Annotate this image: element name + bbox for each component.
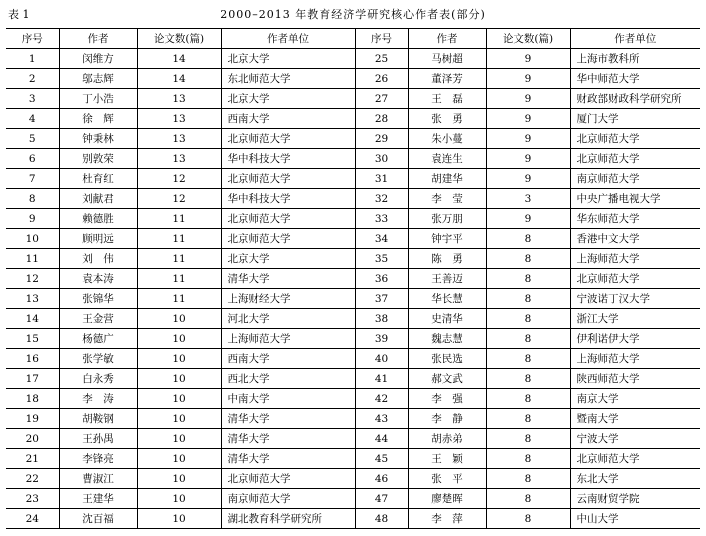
- institution-cell: 北京师范大学: [221, 469, 355, 489]
- seq-cell: 45: [355, 449, 408, 469]
- seq-cell: 46: [355, 469, 408, 489]
- institution-cell: 清华大学: [221, 449, 355, 469]
- seq-cell: 20: [6, 429, 59, 449]
- seq-cell: 26: [355, 69, 408, 89]
- seq-cell: 16: [6, 349, 59, 369]
- author-cell: 张锦华: [59, 289, 137, 309]
- header-paper-count: 论文数(篇): [137, 29, 221, 49]
- paper-count-cell: 8: [486, 489, 570, 509]
- institution-cell: 北京师范大学: [221, 129, 355, 149]
- author-cell: 李 萍: [408, 509, 486, 529]
- author-cell: 杜育红: [59, 169, 137, 189]
- paper-count-cell: 10: [137, 509, 221, 529]
- table-row: [6, 469, 700, 489]
- table-row: [6, 429, 700, 449]
- author-cell: 刘 伟: [59, 249, 137, 269]
- table-row: [6, 509, 700, 529]
- paper-count-cell: 11: [137, 249, 221, 269]
- institution-cell: 香港中文大学: [570, 229, 700, 249]
- paper-count-cell: 8: [486, 369, 570, 389]
- author-cell: 李 涛: [59, 389, 137, 409]
- seq-cell: 27: [355, 89, 408, 109]
- table-number: 表 1: [8, 8, 30, 21]
- table-row: [6, 309, 700, 329]
- institution-cell: 宁波大学: [570, 429, 700, 449]
- paper-count-cell: 8: [486, 429, 570, 449]
- seq-cell: 15: [6, 329, 59, 349]
- table-row: [6, 449, 700, 469]
- table-title: 2000–2013 年教育经济学研究核心作者表(部分): [220, 8, 486, 21]
- institution-cell: 南京师范大学: [570, 169, 700, 189]
- author-cell: 史清华: [408, 309, 486, 329]
- institution-cell: 东北师范大学: [221, 69, 355, 89]
- author-cell: 丁小浩: [59, 89, 137, 109]
- institution-cell: 南京师范大学: [221, 489, 355, 509]
- institution-cell: 北京师范大学: [221, 229, 355, 249]
- paper-count-cell: 13: [137, 109, 221, 129]
- institution-cell: 厦门大学: [570, 109, 700, 129]
- paper-count-cell: 10: [137, 389, 221, 409]
- seq-cell: 24: [6, 509, 59, 529]
- seq-cell: 6: [6, 149, 59, 169]
- paper-count-cell: 9: [486, 109, 570, 129]
- seq-cell: 31: [355, 169, 408, 189]
- author-cell: 钟宇平: [408, 229, 486, 249]
- institution-cell: 上海财经大学: [221, 289, 355, 309]
- institution-cell: 财政部财政科学研究所: [570, 89, 700, 109]
- paper-count-cell: 8: [486, 509, 570, 529]
- seq-cell: 22: [6, 469, 59, 489]
- table-caption: [0, 0, 706, 22]
- institution-cell: 华中师范大学: [570, 69, 700, 89]
- table-row: [6, 389, 700, 409]
- author-cell: 袁连生: [408, 149, 486, 169]
- institution-cell: 暨南大学: [570, 409, 700, 429]
- institution-cell: 北京大学: [221, 49, 355, 69]
- institution-cell: 清华大学: [221, 429, 355, 449]
- table-row: [6, 149, 700, 169]
- seq-cell: 5: [6, 129, 59, 149]
- paper-count-cell: 10: [137, 329, 221, 349]
- institution-cell: 陕西师范大学: [570, 369, 700, 389]
- header-author: 作者: [59, 29, 137, 49]
- paper-count-cell: 9: [486, 129, 570, 149]
- author-cell: 王建华: [59, 489, 137, 509]
- table-row: [6, 169, 700, 189]
- institution-cell: 西南大学: [221, 109, 355, 129]
- paper-count-cell: 11: [137, 269, 221, 289]
- institution-cell: 北京师范大学: [221, 209, 355, 229]
- paper-count-cell: 10: [137, 369, 221, 389]
- header-author-2: 作者: [408, 29, 486, 49]
- author-cell: 魏志慧: [408, 329, 486, 349]
- paper-count-cell: 8: [486, 469, 570, 489]
- core-authors-table: [6, 28, 700, 529]
- header-institution: 作者单位: [221, 29, 355, 49]
- table-row: [6, 49, 700, 69]
- seq-cell: 14: [6, 309, 59, 329]
- author-cell: 李 静: [408, 409, 486, 429]
- institution-cell: 西南大学: [221, 349, 355, 369]
- seq-cell: 1: [6, 49, 59, 69]
- paper-count-cell: 13: [137, 89, 221, 109]
- paper-count-cell: 10: [137, 429, 221, 449]
- author-cell: 张民选: [408, 349, 486, 369]
- header-paper-count-2: 论文数(篇): [486, 29, 570, 49]
- institution-cell: 中央广播电视大学: [570, 189, 700, 209]
- paper-count-cell: 10: [137, 469, 221, 489]
- author-cell: 马树超: [408, 49, 486, 69]
- paper-count-cell: 12: [137, 189, 221, 209]
- seq-cell: 7: [6, 169, 59, 189]
- table-row: [6, 69, 700, 89]
- institution-cell: 华中科技大学: [221, 149, 355, 169]
- table-row: [6, 189, 700, 209]
- institution-cell: 北京师范大学: [570, 149, 700, 169]
- header-row: [6, 29, 700, 49]
- seq-cell: 29: [355, 129, 408, 149]
- seq-cell: 9: [6, 209, 59, 229]
- institution-cell: 西北大学: [221, 369, 355, 389]
- seq-cell: 47: [355, 489, 408, 509]
- seq-cell: 42: [355, 389, 408, 409]
- seq-cell: 19: [6, 409, 59, 429]
- author-cell: 张 勇: [408, 109, 486, 129]
- paper-count-cell: 13: [137, 149, 221, 169]
- seq-cell: 34: [355, 229, 408, 249]
- author-cell: 徐 辉: [59, 109, 137, 129]
- author-cell: 张学敏: [59, 349, 137, 369]
- header-seq-2: 序号: [355, 29, 408, 49]
- paper-count-cell: 10: [137, 349, 221, 369]
- table-row: [6, 129, 700, 149]
- paper-count-cell: 11: [137, 229, 221, 249]
- seq-cell: 28: [355, 109, 408, 129]
- paper-count-cell: 8: [486, 449, 570, 469]
- table-row: [6, 489, 700, 509]
- institution-cell: 东北大学: [570, 469, 700, 489]
- header-seq: 序号: [6, 29, 59, 49]
- table-row: [6, 409, 700, 429]
- author-cell: 董泽芳: [408, 69, 486, 89]
- paper-count-cell: 11: [137, 289, 221, 309]
- paper-count-cell: 9: [486, 209, 570, 229]
- author-cell: 刘献君: [59, 189, 137, 209]
- institution-cell: 北京大学: [221, 249, 355, 269]
- seq-cell: 37: [355, 289, 408, 309]
- institution-cell: 上海市教科所: [570, 49, 700, 69]
- header-institution-2: 作者单位: [570, 29, 700, 49]
- author-cell: 王 磊: [408, 89, 486, 109]
- paper-count-cell: 10: [137, 309, 221, 329]
- institution-cell: 上海师范大学: [570, 349, 700, 369]
- author-cell: 王善迈: [408, 269, 486, 289]
- author-cell: 顾明远: [59, 229, 137, 249]
- institution-cell: 北京师范大学: [570, 449, 700, 469]
- author-cell: 陈 勇: [408, 249, 486, 269]
- author-cell: 别敦荣: [59, 149, 137, 169]
- author-cell: 王孙禺: [59, 429, 137, 449]
- author-cell: 袁本涛: [59, 269, 137, 289]
- paper-count-cell: 14: [137, 49, 221, 69]
- seq-cell: 33: [355, 209, 408, 229]
- paper-count-cell: 8: [486, 329, 570, 349]
- institution-cell: 北京师范大学: [221, 169, 355, 189]
- seq-cell: 44: [355, 429, 408, 449]
- paper-count-cell: 9: [486, 69, 570, 89]
- paper-count-cell: 8: [486, 389, 570, 409]
- paper-count-cell: 9: [486, 89, 570, 109]
- seq-cell: 3: [6, 89, 59, 109]
- paper-count-cell: 12: [137, 169, 221, 189]
- seq-cell: 23: [6, 489, 59, 509]
- institution-cell: 上海师范大学: [570, 249, 700, 269]
- seq-cell: 17: [6, 369, 59, 389]
- institution-cell: 中南大学: [221, 389, 355, 409]
- seq-cell: 25: [355, 49, 408, 69]
- paper-count-cell: 10: [137, 409, 221, 429]
- seq-cell: 11: [6, 249, 59, 269]
- author-cell: 邬志辉: [59, 69, 137, 89]
- table-row: [6, 369, 700, 389]
- table-row: [6, 109, 700, 129]
- author-cell: 胡赤弟: [408, 429, 486, 449]
- paper-count-cell: 8: [486, 289, 570, 309]
- author-cell: 闵维方: [59, 49, 137, 69]
- author-cell: 钟秉林: [59, 129, 137, 149]
- paper-count-cell: 9: [486, 49, 570, 69]
- author-cell: 郝文武: [408, 369, 486, 389]
- institution-cell: 上海师范大学: [221, 329, 355, 349]
- table-row: [6, 89, 700, 109]
- table-row: [6, 249, 700, 269]
- table-row: [6, 229, 700, 249]
- institution-cell: 湖北教育科学研究所: [221, 509, 355, 529]
- table-row: [6, 209, 700, 229]
- author-cell: 张万朋: [408, 209, 486, 229]
- paper-count-cell: 3: [486, 189, 570, 209]
- seq-cell: 30: [355, 149, 408, 169]
- author-cell: 曹淑江: [59, 469, 137, 489]
- paper-count-cell: 9: [486, 169, 570, 189]
- author-cell: 张 平: [408, 469, 486, 489]
- seq-cell: 40: [355, 349, 408, 369]
- paper-count-cell: 14: [137, 69, 221, 89]
- author-cell: 王 颖: [408, 449, 486, 469]
- author-cell: 白永秀: [59, 369, 137, 389]
- institution-cell: 华中科技大学: [221, 189, 355, 209]
- author-cell: 赖德胜: [59, 209, 137, 229]
- seq-cell: 41: [355, 369, 408, 389]
- paper-count-cell: 10: [137, 449, 221, 469]
- institution-cell: 云南财贸学院: [570, 489, 700, 509]
- table-row: [6, 269, 700, 289]
- seq-cell: 35: [355, 249, 408, 269]
- paper-count-cell: 9: [486, 149, 570, 169]
- institution-cell: 浙江大学: [570, 309, 700, 329]
- author-cell: 李 莹: [408, 189, 486, 209]
- paper-count-cell: 8: [486, 249, 570, 269]
- paper-count-cell: 8: [486, 269, 570, 289]
- institution-cell: 宁波诺丁汉大学: [570, 289, 700, 309]
- institution-cell: 华东师范大学: [570, 209, 700, 229]
- paper-count-cell: 13: [137, 129, 221, 149]
- paper-count-cell: 8: [486, 309, 570, 329]
- paper-count-cell: 10: [137, 489, 221, 509]
- institution-cell: 清华大学: [221, 269, 355, 289]
- table-body: [6, 49, 700, 529]
- institution-cell: 北京师范大学: [570, 129, 700, 149]
- seq-cell: 8: [6, 189, 59, 209]
- seq-cell: 32: [355, 189, 408, 209]
- institution-cell: 伊利诺伊大学: [570, 329, 700, 349]
- author-cell: 胡鞍钢: [59, 409, 137, 429]
- seq-cell: 13: [6, 289, 59, 309]
- paper-count-cell: 11: [137, 209, 221, 229]
- seq-cell: 21: [6, 449, 59, 469]
- institution-cell: 南京大学: [570, 389, 700, 409]
- author-cell: 杨德广: [59, 329, 137, 349]
- table-row: [6, 329, 700, 349]
- author-cell: 胡建华: [408, 169, 486, 189]
- seq-cell: 10: [6, 229, 59, 249]
- seq-cell: 2: [6, 69, 59, 89]
- table-row: [6, 349, 700, 369]
- seq-cell: 12: [6, 269, 59, 289]
- author-cell: 朱小蔓: [408, 129, 486, 149]
- institution-cell: 清华大学: [221, 409, 355, 429]
- seq-cell: 18: [6, 389, 59, 409]
- paper-count-cell: 8: [486, 409, 570, 429]
- seq-cell: 48: [355, 509, 408, 529]
- institution-cell: 北京大学: [221, 89, 355, 109]
- author-cell: 廖楚晖: [408, 489, 486, 509]
- institution-cell: 河北大学: [221, 309, 355, 329]
- table-row: [6, 289, 700, 309]
- seq-cell: 36: [355, 269, 408, 289]
- paper-count-cell: 8: [486, 349, 570, 369]
- seq-cell: 39: [355, 329, 408, 349]
- author-cell: 李锋亮: [59, 449, 137, 469]
- author-cell: 李 强: [408, 389, 486, 409]
- author-cell: 华长慧: [408, 289, 486, 309]
- author-cell: 沈百福: [59, 509, 137, 529]
- author-cell: 王金营: [59, 309, 137, 329]
- seq-cell: 4: [6, 109, 59, 129]
- institution-cell: 中山大学: [570, 509, 700, 529]
- paper-count-cell: 8: [486, 229, 570, 249]
- institution-cell: 北京师范大学: [570, 269, 700, 289]
- seq-cell: 43: [355, 409, 408, 429]
- seq-cell: 38: [355, 309, 408, 329]
